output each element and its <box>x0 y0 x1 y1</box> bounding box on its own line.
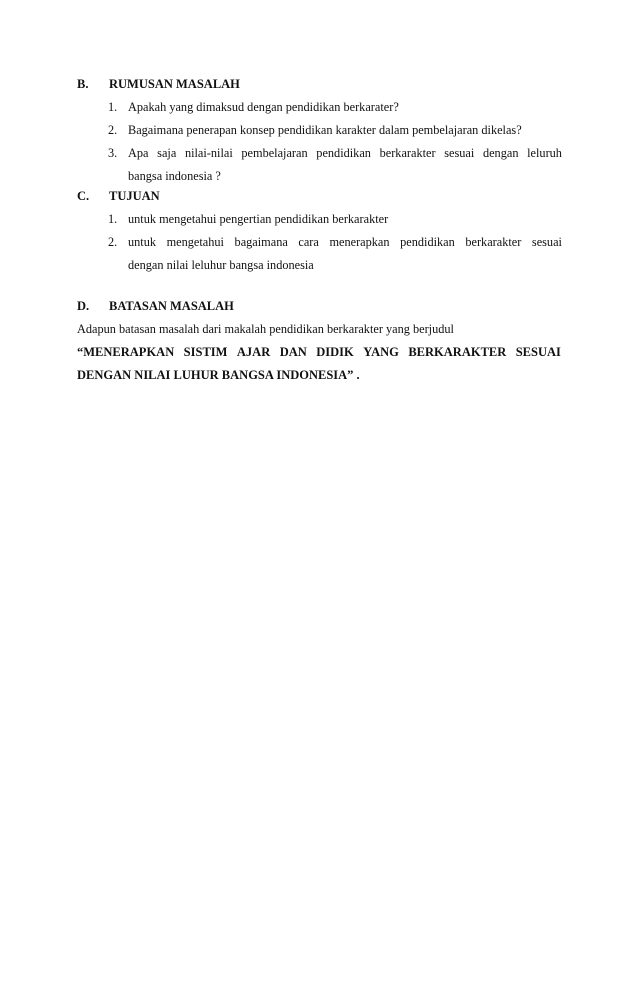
section-d-letter: D. <box>77 299 90 313</box>
list-item-number: 2. <box>108 123 118 137</box>
word: bagaimana <box>234 235 288 249</box>
list-item-continuation: dengan nilai leluhur bangsa indonesia <box>128 258 314 272</box>
word: pendidikan <box>400 235 455 249</box>
word: cara <box>298 235 319 249</box>
section-d-title: BATASAN MASALAH <box>109 299 234 313</box>
section-c-heading <box>77 188 160 204</box>
section-b-title: RUMUSAN MASALAH <box>109 77 240 91</box>
word: mengetahui <box>166 235 224 249</box>
list-item <box>108 211 388 227</box>
word: pembelajaran <box>241 146 308 160</box>
word: SESUAI <box>515 345 561 359</box>
list-item-text: untuk mengetahui pengertian pendidikan berkarakter <box>128 212 389 226</box>
section-b-letter: B. <box>77 77 89 91</box>
word: DAN <box>279 345 307 359</box>
word: berkarakter <box>465 235 522 249</box>
word: DIDIK <box>316 345 354 359</box>
section-c-letter: C. <box>77 189 90 203</box>
list-item-number: 2. <box>108 235 118 249</box>
word: berkarakter <box>379 146 436 160</box>
list-item-continuation: bangsa indonesia ? <box>128 169 221 183</box>
section-c-title: TUJUAN <box>109 189 160 203</box>
word: sesuai <box>444 146 475 160</box>
list-item-number: 1. <box>108 100 118 114</box>
word: pendidikan <box>316 146 371 160</box>
word: untuk <box>128 235 157 249</box>
word: dengan <box>482 146 519 160</box>
list-item-text: Apakah yang dimaksud dengan pendidikan berkarater? <box>128 100 399 114</box>
list-item <box>108 99 399 115</box>
word: menerapkan <box>329 235 390 249</box>
word: BERKARAKTER <box>408 345 507 359</box>
list-item <box>108 122 522 138</box>
word: “MENERAPKAN <box>77 345 175 359</box>
list-item-number: 3. <box>108 146 118 160</box>
quote-title-line-1 <box>77 344 561 360</box>
list-item-text <box>128 234 562 250</box>
word: YANG <box>363 345 399 359</box>
body-paragraph: Adapun batasan masalah dari makalah pendidikan berkarakter yang berjudul <box>77 322 454 336</box>
word: sesuai <box>531 235 562 249</box>
section-b-heading <box>77 76 240 92</box>
list-item-number: 1. <box>108 212 118 226</box>
word: AJAR <box>236 345 271 359</box>
word: saja <box>157 146 177 160</box>
word: Apa <box>128 146 149 160</box>
word: SISTIM <box>183 345 228 359</box>
list-item <box>108 234 562 250</box>
word: nilai-nilai <box>184 146 233 160</box>
word: leluruh <box>527 146 562 160</box>
list-item <box>108 145 562 161</box>
quote-title-line-2: DENGAN NILAI LUHUR BANGSA INDONESIA” . <box>77 368 360 382</box>
list-item-text: Bagaimana penerapan konsep pendidikan karakter dalam pembelajaran dikelas? <box>128 123 522 137</box>
list-item-text <box>128 145 562 161</box>
section-d-heading <box>77 298 234 314</box>
